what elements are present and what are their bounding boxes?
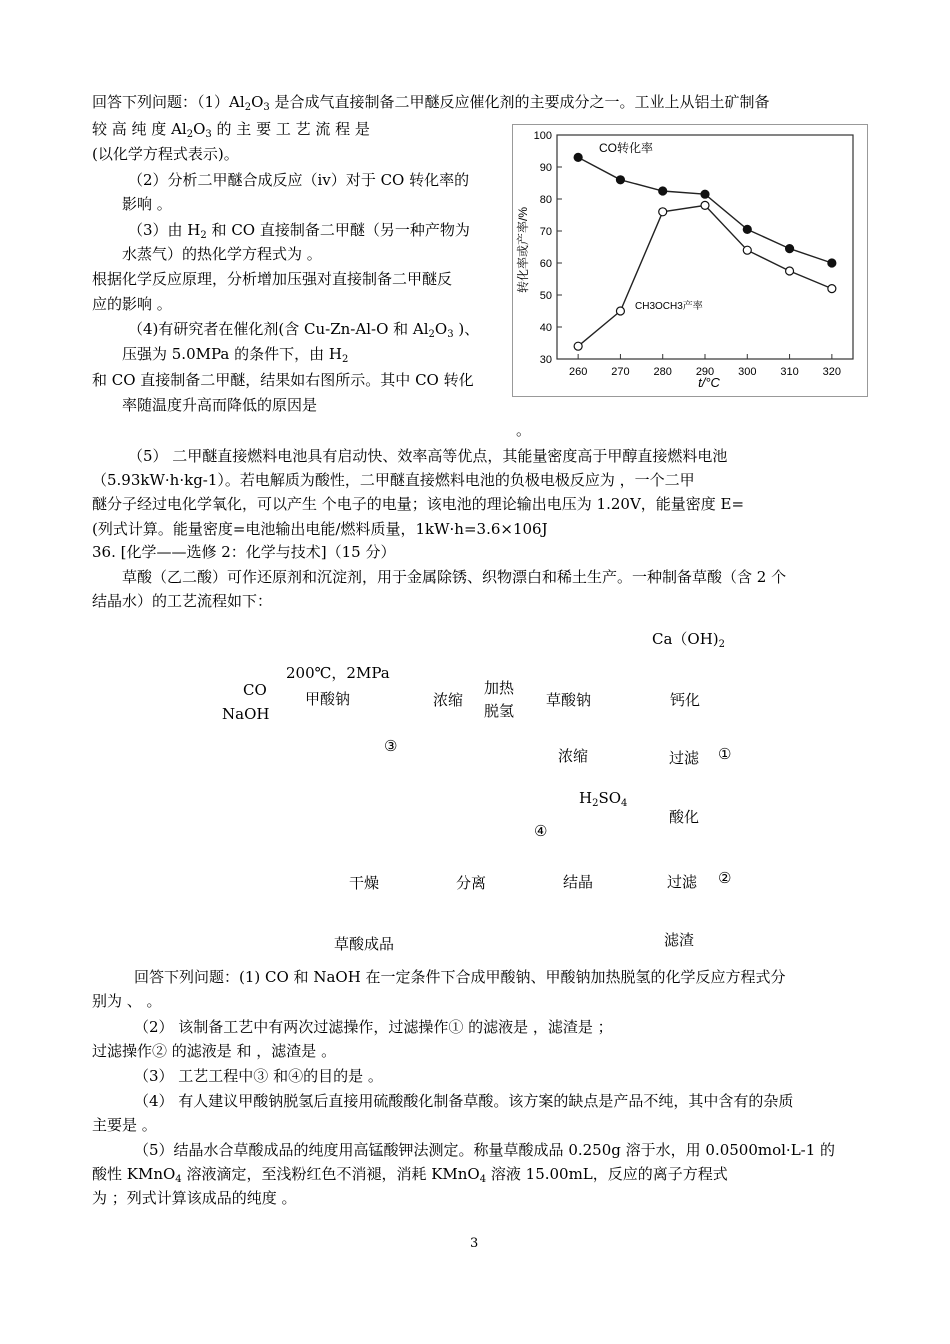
q4-line2: 压强为 5.0MPa 的条件下，由 $H_2$: [122, 345, 349, 365]
a2-line1: （2） 该制备工艺中有两次过滤操作，过滤操作① 的滤液是 ，滤渣是 ；: [134, 1018, 613, 1036]
series-2-point: [786, 267, 794, 275]
s36-para2: 结晶水）的工艺流程如下：: [92, 592, 273, 610]
y-tick-label: 60: [539, 258, 552, 270]
a1-line2: 别为 、 。: [92, 992, 162, 1010]
flow-naoh: NaOH: [222, 705, 270, 723]
q1-line2: 较 高 纯 度 $Al_2O_3$ 的 主 要 工 艺 流 程 是: [92, 120, 370, 140]
q3-line3: 根据化学反应原理，分析增加压强对直接制备二甲醚反: [92, 270, 453, 288]
flow-condition: 200℃，2MPa: [286, 664, 390, 682]
flow-acidify: 酸化: [669, 808, 700, 826]
flow-step-4: ④: [534, 822, 548, 840]
y-tick-label: 50: [539, 290, 552, 302]
flow-filter-1: 过滤: [669, 749, 700, 767]
y-tick-label: 30: [539, 354, 552, 366]
flow-sodium-formate: 甲酸钠: [305, 690, 351, 708]
section-36-heading: 36. [化学——选修 2：化学与技术]（15 分）: [92, 543, 396, 561]
flow-caoh2: $Ca(OH)_2$: [652, 630, 726, 650]
y-axis-label: 转化率或产率/%: [516, 206, 530, 294]
x-tick-label: 300: [738, 366, 757, 378]
q3-line4: 应的影响 。: [92, 295, 172, 313]
s36-para1: 草酸（乙二酸）可作还原剂和沉淀剂，用于金属除锈、织物漂白和稀土生产。一种制备草酸（含 2 个: [122, 568, 787, 586]
a3-line: （3） 工艺工程中③ 和④的目的是 。: [134, 1067, 383, 1085]
y-tick-label: 80: [539, 194, 552, 206]
series-1-point: [659, 187, 667, 195]
q4-line1: （4)有研究者在催化剂(含 Cu-Zn-Al-O 和 $Al_2O_3$ )、: [128, 320, 480, 340]
y-tick-label: 90: [539, 162, 552, 174]
page-number: 3: [470, 1236, 479, 1251]
series-1-point: [616, 176, 624, 184]
conversion-chart: [512, 124, 868, 397]
series-1-point: [701, 190, 709, 198]
flow-product: 草酸成品: [334, 935, 395, 953]
series-2-point: [659, 208, 667, 216]
series-1-point: [828, 259, 836, 267]
flow-step-2: ②: [718, 869, 732, 887]
flow-concentrate-2: 浓缩: [558, 747, 589, 765]
series-2-point: [616, 307, 624, 315]
x-tick-label: 310: [780, 366, 799, 378]
series-line-2: [578, 205, 832, 346]
flow-calcify: 钙化: [670, 691, 701, 709]
q1-line3: (以化学方程式表示)。: [92, 145, 239, 163]
flow-filter-2: 过滤: [667, 873, 698, 891]
legend-co: CO转化率: [599, 141, 654, 155]
a5-line2: 酸性 KMnO$_4$ 溶液滴定，至浅粉红色不消褪，消耗 KMnO$_4$ 溶液 15.00mL，反应的离子方程式: [92, 1165, 728, 1185]
q5-line2: （5.93kW·h·kg-1）。若电解质为酸性，二甲醚直接燃料电池的负极电极反应为 ，一个二甲: [92, 471, 695, 489]
flow-sodium-oxalate: 草酸钠: [546, 691, 592, 709]
q1-line1: 回答下列问题：$(1)Al_2O_3$ 是合成气直接制备二甲醚反应催化剂的主要成分之一。工业上从铝土矿制备: [92, 93, 770, 113]
plot-frame: [557, 135, 853, 359]
x-tick-label: 320: [822, 366, 842, 378]
series-1-point: [574, 153, 582, 161]
x-tick-label: 270: [611, 366, 630, 378]
a5-line1: （5）结晶水合草酸成品的纯度用高锰酸钾法测定。称量草酸成品 0.250g 溶于水，用 0.0500mol·L-1 的: [134, 1141, 836, 1159]
a5-line3: 为 ；列式计算该成品的纯度 。: [92, 1189, 297, 1207]
series-2-point: [828, 285, 836, 293]
q4-line3: 和 CO 直接制备二甲醚，结果如右图所示。其中 CO 转化: [92, 371, 474, 389]
x-axis-label: t/°C: [698, 375, 720, 390]
flow-step-3: ③: [384, 737, 398, 755]
flow-concentrate-1: 浓缩: [433, 691, 464, 709]
chart-svg: [513, 125, 867, 396]
flow-crystallize: 结晶: [563, 873, 594, 891]
q5-line1: （5） 二甲醚直接燃料电池具有启动快、效率高等优点，其能量密度高于甲醇直接燃料电池: [128, 447, 728, 465]
series-1-point: [786, 245, 794, 253]
x-tick-label: 280: [653, 366, 672, 378]
q4-line4: 率随温度升高而降低的原因是: [122, 396, 318, 414]
y-tick-label: 70: [539, 226, 552, 238]
series-1-point: [743, 225, 751, 233]
a2-line2: 过滤操作② 的滤液是 和 ，滤渣是 。: [92, 1042, 337, 1060]
flow-step-1: ①: [718, 745, 732, 763]
flow-h2so4: $H_2SO_4$: [579, 789, 628, 809]
flow-dry: 干燥: [349, 874, 380, 892]
y-tick-label: 100: [533, 130, 552, 142]
legend-ch3och3: CH3OCH3产率: [635, 301, 703, 312]
a1-line1: 回答下列问题：(1) CO 和 NaOH 在一定条件下合成甲酸钠、甲酸钠加热脱氢的化学反应方程式分: [134, 968, 786, 986]
q3-line2: 水蒸气）的热化学方程式为 。: [122, 245, 322, 263]
x-tick-label: 260: [568, 366, 588, 378]
series-2-point: [743, 246, 751, 254]
flow-residue: 滤渣: [664, 931, 695, 949]
q5-line3: 醚分子经过电化学氧化，可以产生 个电子的电量；该电池的理论输出电压为 1.20V，能量密度 E=: [92, 495, 745, 513]
q2-line2: 影响 。: [122, 195, 172, 213]
q5-line4: (列式计算。能量密度=电池输出电能/燃料质量，1kW·h=3.6×106J: [92, 520, 548, 538]
flow-co: CO: [243, 681, 267, 699]
a4-line1: （4） 有人建议甲酸钠脱氢后直接用硫酸酸化制备草酸。该方案的缺点是产品不纯，其中含有的杂质: [134, 1092, 794, 1110]
q3-line1: （3）由 $H_2$ 和 CO 直接制备二甲醚（另一种产物为: [128, 221, 470, 241]
q2-line1: （2）分析二甲醚合成反应（ⅳ）对于 CO 转化率的: [128, 171, 470, 189]
flow-separate: 分离: [456, 874, 487, 892]
flow-heat: 加热: [484, 679, 515, 697]
q4-line5: 。: [516, 421, 532, 439]
y-tick-label: 40: [539, 322, 552, 334]
x-tick-label: 290: [695, 366, 715, 378]
flow-dehydrogenate: 脱氢: [484, 702, 515, 720]
series-2-point: [701, 201, 709, 209]
series-2-point: [574, 342, 582, 350]
a4-line2: 主要是 。: [92, 1116, 157, 1134]
